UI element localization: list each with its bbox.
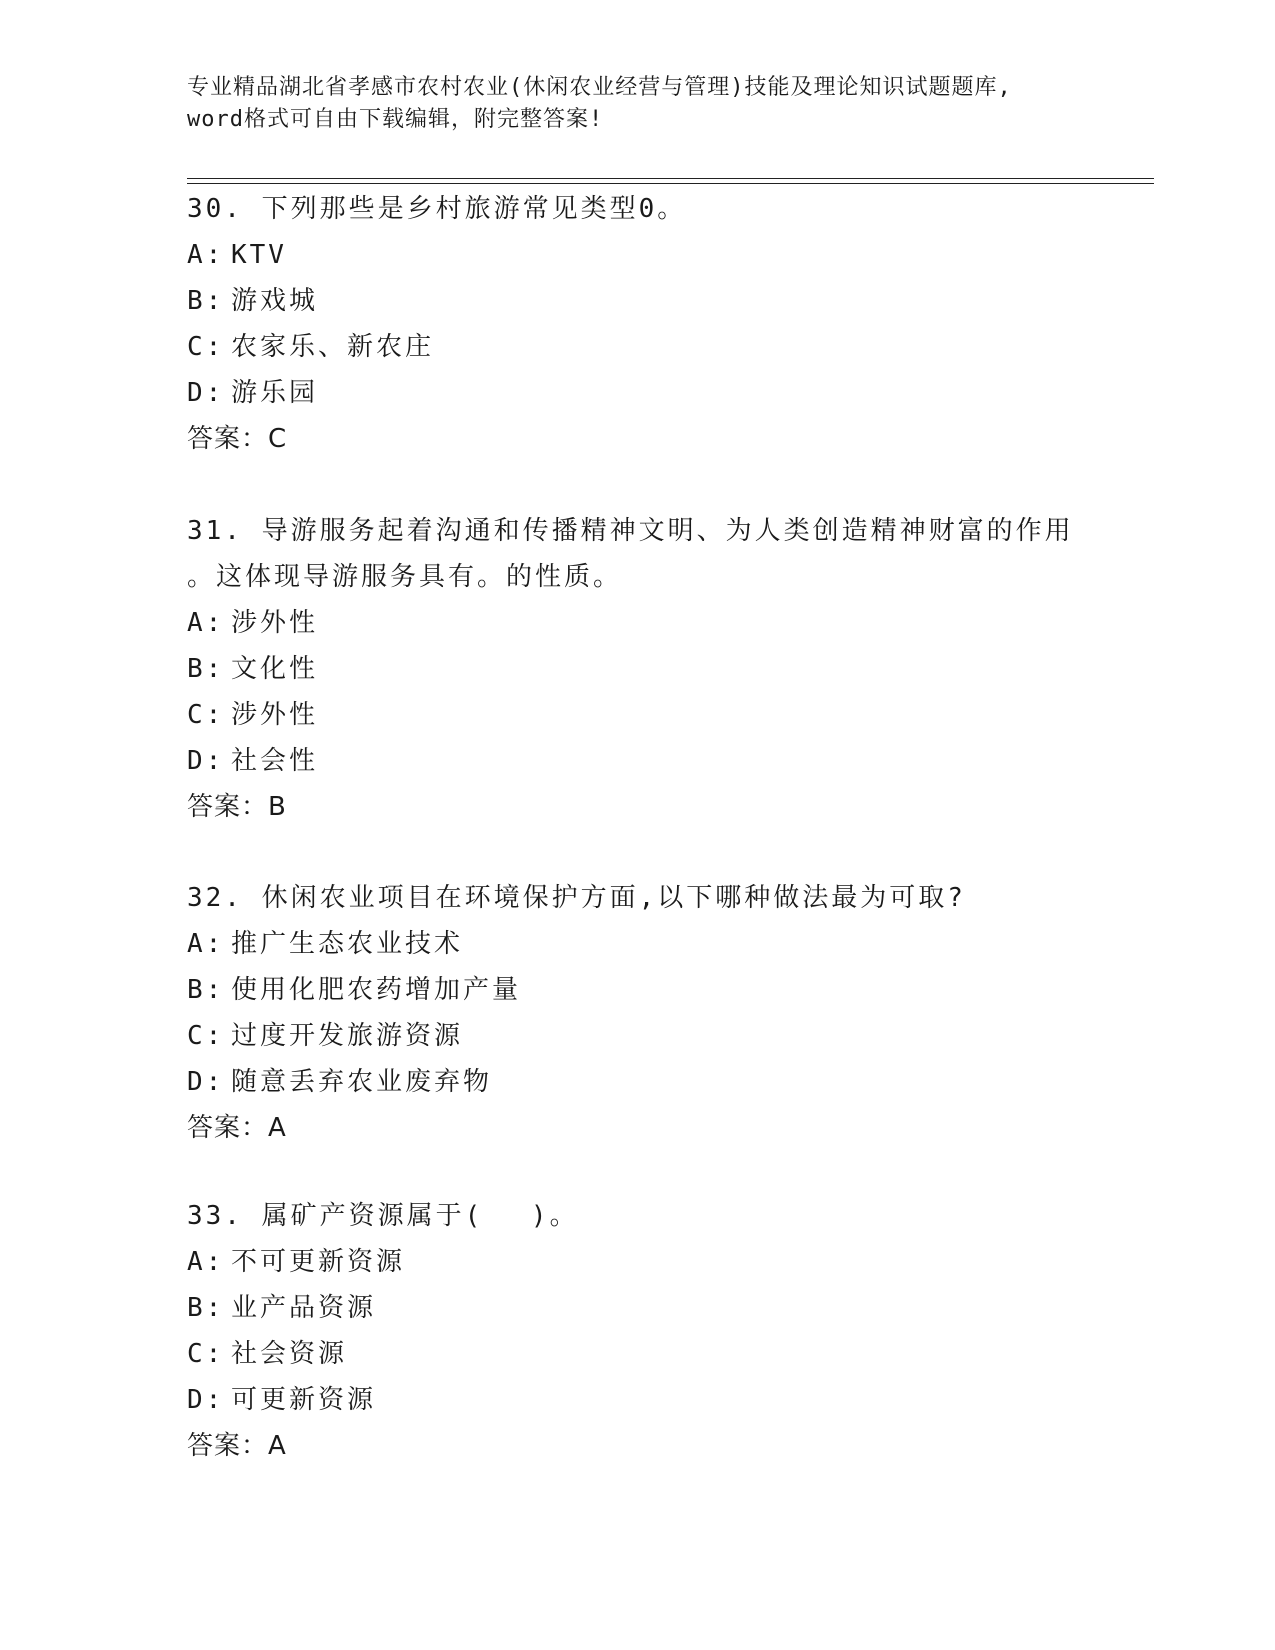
answer-line: 答案：C (187, 424, 288, 454)
option-label: C: (187, 700, 225, 730)
option-label: C: (187, 1021, 225, 1051)
option-text: 随意丢弃农业废弃物 (231, 1067, 493, 1097)
option-label: B: (187, 1293, 225, 1323)
option-text: 农家乐、新农庄 (231, 332, 435, 362)
question-stem: 30. 下列那些是乡村旅游常见类型0。 (187, 194, 687, 224)
option-label: A: (187, 929, 225, 959)
option-label: D: (187, 378, 225, 408)
option-text: 文化性 (231, 654, 319, 684)
answer-line: 答案：A (187, 1113, 287, 1143)
option-b (187, 278, 1087, 324)
option-a (187, 921, 1087, 967)
document-header (187, 72, 1087, 136)
option-text: 过度开发旅游资源 (231, 1021, 464, 1051)
header-subtitle-line: word格式可自由下载编辑，附完整答案! (187, 107, 604, 132)
option-label: A: (187, 608, 225, 638)
option-label: D: (187, 1385, 225, 1415)
question-stem: 31. 导游服务起着沟通和传播精神文明、为人类创造精神财富的作用 (187, 516, 1074, 546)
question-stem: 33. 属矿产资源属于( )。 (187, 1201, 579, 1231)
option-text: 社会资源 (231, 1339, 348, 1369)
option-a (187, 232, 1087, 278)
option-label: D: (187, 746, 225, 776)
option-c (187, 692, 1087, 738)
option-label: A: (187, 240, 225, 270)
option-text: 游戏城 (231, 286, 319, 316)
question-stem: 32. 休闲农业项目在环境保护方面,以下哪种做法最为可取? (187, 883, 966, 913)
option-text: 使用化肥农药增加产量 (231, 975, 522, 1005)
option-label: B: (187, 286, 225, 316)
option-d (187, 738, 1087, 784)
option-b (187, 646, 1087, 692)
option-text: 推广生态农业技术 (231, 929, 464, 959)
option-label: A: (187, 1247, 225, 1277)
option-d (187, 370, 1087, 416)
option-text: 涉外性 (231, 700, 319, 730)
option-a (187, 1239, 1087, 1285)
option-b (187, 967, 1087, 1013)
option-text: 不可更新资源 (231, 1247, 406, 1277)
question-33 (187, 1193, 1087, 1469)
option-d (187, 1377, 1087, 1423)
option-text: 业产品资源 (231, 1293, 377, 1323)
question-stem-continued: 。这体现导游服务具有。的性质。 (187, 562, 623, 592)
question-31 (187, 508, 1087, 830)
option-c (187, 1331, 1087, 1377)
option-label: B: (187, 654, 225, 684)
header-divider-bottom (187, 183, 1154, 184)
option-text: 涉外性 (231, 608, 319, 638)
answer-line: 答案：A (187, 1431, 287, 1461)
header-title-line: 专业精品湖北省孝感市农村农业(休闲农业经营与管理)技能及理论知识试题题库, (187, 75, 1012, 100)
option-a (187, 600, 1087, 646)
option-text: 游乐园 (231, 378, 319, 408)
question-30 (187, 186, 1087, 462)
answer-line: 答案：B (187, 792, 287, 822)
option-text: 可更新资源 (231, 1385, 377, 1415)
option-c (187, 324, 1087, 370)
option-label: C: (187, 1339, 225, 1369)
header-divider-top (187, 178, 1154, 179)
option-label: C: (187, 332, 225, 362)
option-text: 社会性 (231, 746, 319, 776)
option-text: KTV (231, 240, 287, 270)
option-label: B: (187, 975, 225, 1005)
option-label: D: (187, 1067, 225, 1097)
option-b (187, 1285, 1087, 1331)
question-32 (187, 875, 1087, 1151)
option-d (187, 1059, 1087, 1105)
option-c (187, 1013, 1087, 1059)
